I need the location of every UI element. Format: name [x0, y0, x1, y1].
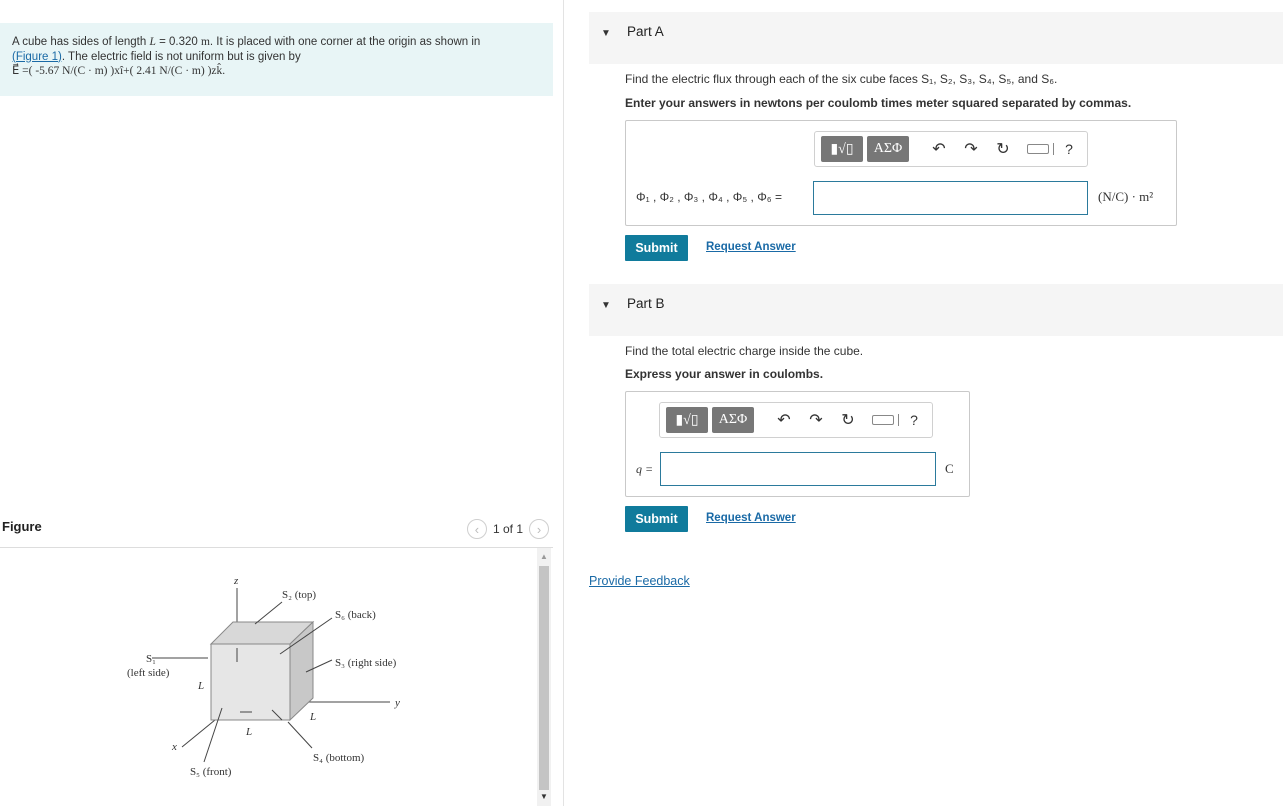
- part-a-submit-button[interactable]: Submit: [625, 235, 688, 261]
- keyboard-icon[interactable]: [872, 415, 894, 425]
- x-axis-label: x: [172, 741, 177, 753]
- right-panel: [564, 0, 1283, 806]
- part-a-answer-box: [625, 120, 1177, 226]
- caret-down-icon[interactable]: ▼: [601, 300, 611, 311]
- figure-title: Figure: [2, 519, 42, 534]
- problem-text-3: . The electric field is not uniform but is given by: [61, 50, 301, 63]
- s3-label: S₃ (right side): [335, 657, 397, 669]
- greek-button[interactable]: ΑΣΦ: [712, 407, 754, 433]
- length-value: = 0.320: [155, 36, 201, 48]
- part-a-unit: (N/C) · m²: [1098, 189, 1154, 204]
- figure-link[interactable]: (Figure 1): [12, 50, 62, 63]
- caret-down-icon[interactable]: ▼: [601, 28, 611, 39]
- part-b-label: Part B: [627, 296, 665, 311]
- part-b-unit: C: [945, 461, 954, 476]
- redo-icon[interactable]: ↷: [964, 141, 978, 158]
- length-label-bottom: L: [246, 726, 253, 738]
- length-label-right: L: [310, 711, 317, 723]
- problem-statement: [0, 23, 553, 96]
- z-axis-label: z: [234, 575, 239, 587]
- field-equation: E⃗ =( -5.67 N/(C · m) )xî+( 2.41 N/(C · m) )zk̂.: [12, 65, 226, 77]
- part-a-request-answer-link[interactable]: Request Answer: [706, 241, 796, 253]
- figure-pager: [467, 519, 549, 539]
- s6-label: S₆ (back): [335, 609, 376, 621]
- problem-text: A cube has sides of length: [12, 36, 150, 48]
- figure-header: [0, 514, 553, 548]
- s1-label: S₁: [146, 653, 156, 665]
- provide-feedback-link[interactable]: Provide Feedback: [589, 574, 690, 588]
- part-a-answer-input[interactable]: [813, 181, 1088, 215]
- cube-figure: [110, 562, 430, 792]
- part-b-instruction: Express your answer in coulombs.: [625, 367, 824, 381]
- help-icon[interactable]: ?: [910, 412, 918, 428]
- part-a-question: Find the electric flux through each of the six cube faces S₁, S₂, S₃, S₄, S₅, and S₆.: [625, 72, 1058, 86]
- scroll-down-arrow-icon[interactable]: ▼: [540, 792, 548, 801]
- problem-text-2: . It is placed with one corner at the origin as shown in: [209, 36, 481, 48]
- undo-icon[interactable]: ↶: [932, 141, 946, 158]
- s1-sublabel: (left side): [127, 667, 170, 679]
- help-icon[interactable]: ?: [1065, 141, 1073, 157]
- toolbar-separator: [1053, 143, 1054, 155]
- part-a-prefix: Φ₁ , Φ₂ , Φ₃ , Φ₄ , Φ₅ , Φ₆ =: [636, 190, 782, 204]
- s2-label: S₂ (top): [282, 589, 317, 601]
- template-button[interactable]: ▮√▯: [821, 136, 863, 162]
- part-b-header[interactable]: [589, 284, 1283, 336]
- length-symbol: L: [149, 36, 156, 48]
- keyboard-icon[interactable]: [1027, 144, 1049, 154]
- part-b-prefix: q =: [636, 462, 654, 476]
- scroll-thumb[interactable]: [539, 566, 549, 790]
- left-panel: [0, 0, 563, 806]
- chevron-left-icon[interactable]: ‹: [467, 519, 487, 539]
- reset-icon[interactable]: ↻: [996, 141, 1010, 158]
- undo-icon[interactable]: ↶: [777, 412, 791, 429]
- length-label-left: L: [198, 680, 205, 692]
- part-a-header[interactable]: [589, 12, 1283, 64]
- part-b-submit-button[interactable]: Submit: [625, 506, 688, 532]
- s5-label: S₅ (front): [190, 766, 232, 778]
- s4-label: S₄ (bottom): [313, 752, 365, 764]
- part-a-toolbar: [814, 131, 1088, 167]
- pager-text: 1 of 1: [492, 522, 523, 536]
- figure-scrollbar[interactable]: [537, 548, 551, 806]
- length-unit: m: [200, 36, 210, 48]
- toolbar-separator: [898, 414, 899, 426]
- redo-icon[interactable]: ↷: [809, 412, 823, 429]
- reset-icon[interactable]: ↻: [841, 412, 855, 429]
- part-b-question: Find the total electric charge inside the cube.: [625, 344, 864, 358]
- part-b-answer-input[interactable]: [660, 452, 936, 486]
- part-b-toolbar: [659, 402, 933, 438]
- greek-button[interactable]: ΑΣΦ: [867, 136, 909, 162]
- part-b-request-answer-link[interactable]: Request Answer: [706, 512, 796, 524]
- scroll-up-arrow-icon[interactable]: ▲: [540, 552, 548, 561]
- part-b-answer-box: [625, 391, 970, 497]
- part-a-label: Part A: [627, 24, 664, 39]
- template-button[interactable]: ▮√▯: [666, 407, 708, 433]
- part-a-instruction: Enter your answers in newtons per coulomb times meter squared separated by commas.: [625, 96, 1132, 110]
- chevron-right-icon[interactable]: ›: [529, 519, 549, 539]
- y-axis-label: y: [395, 697, 400, 709]
